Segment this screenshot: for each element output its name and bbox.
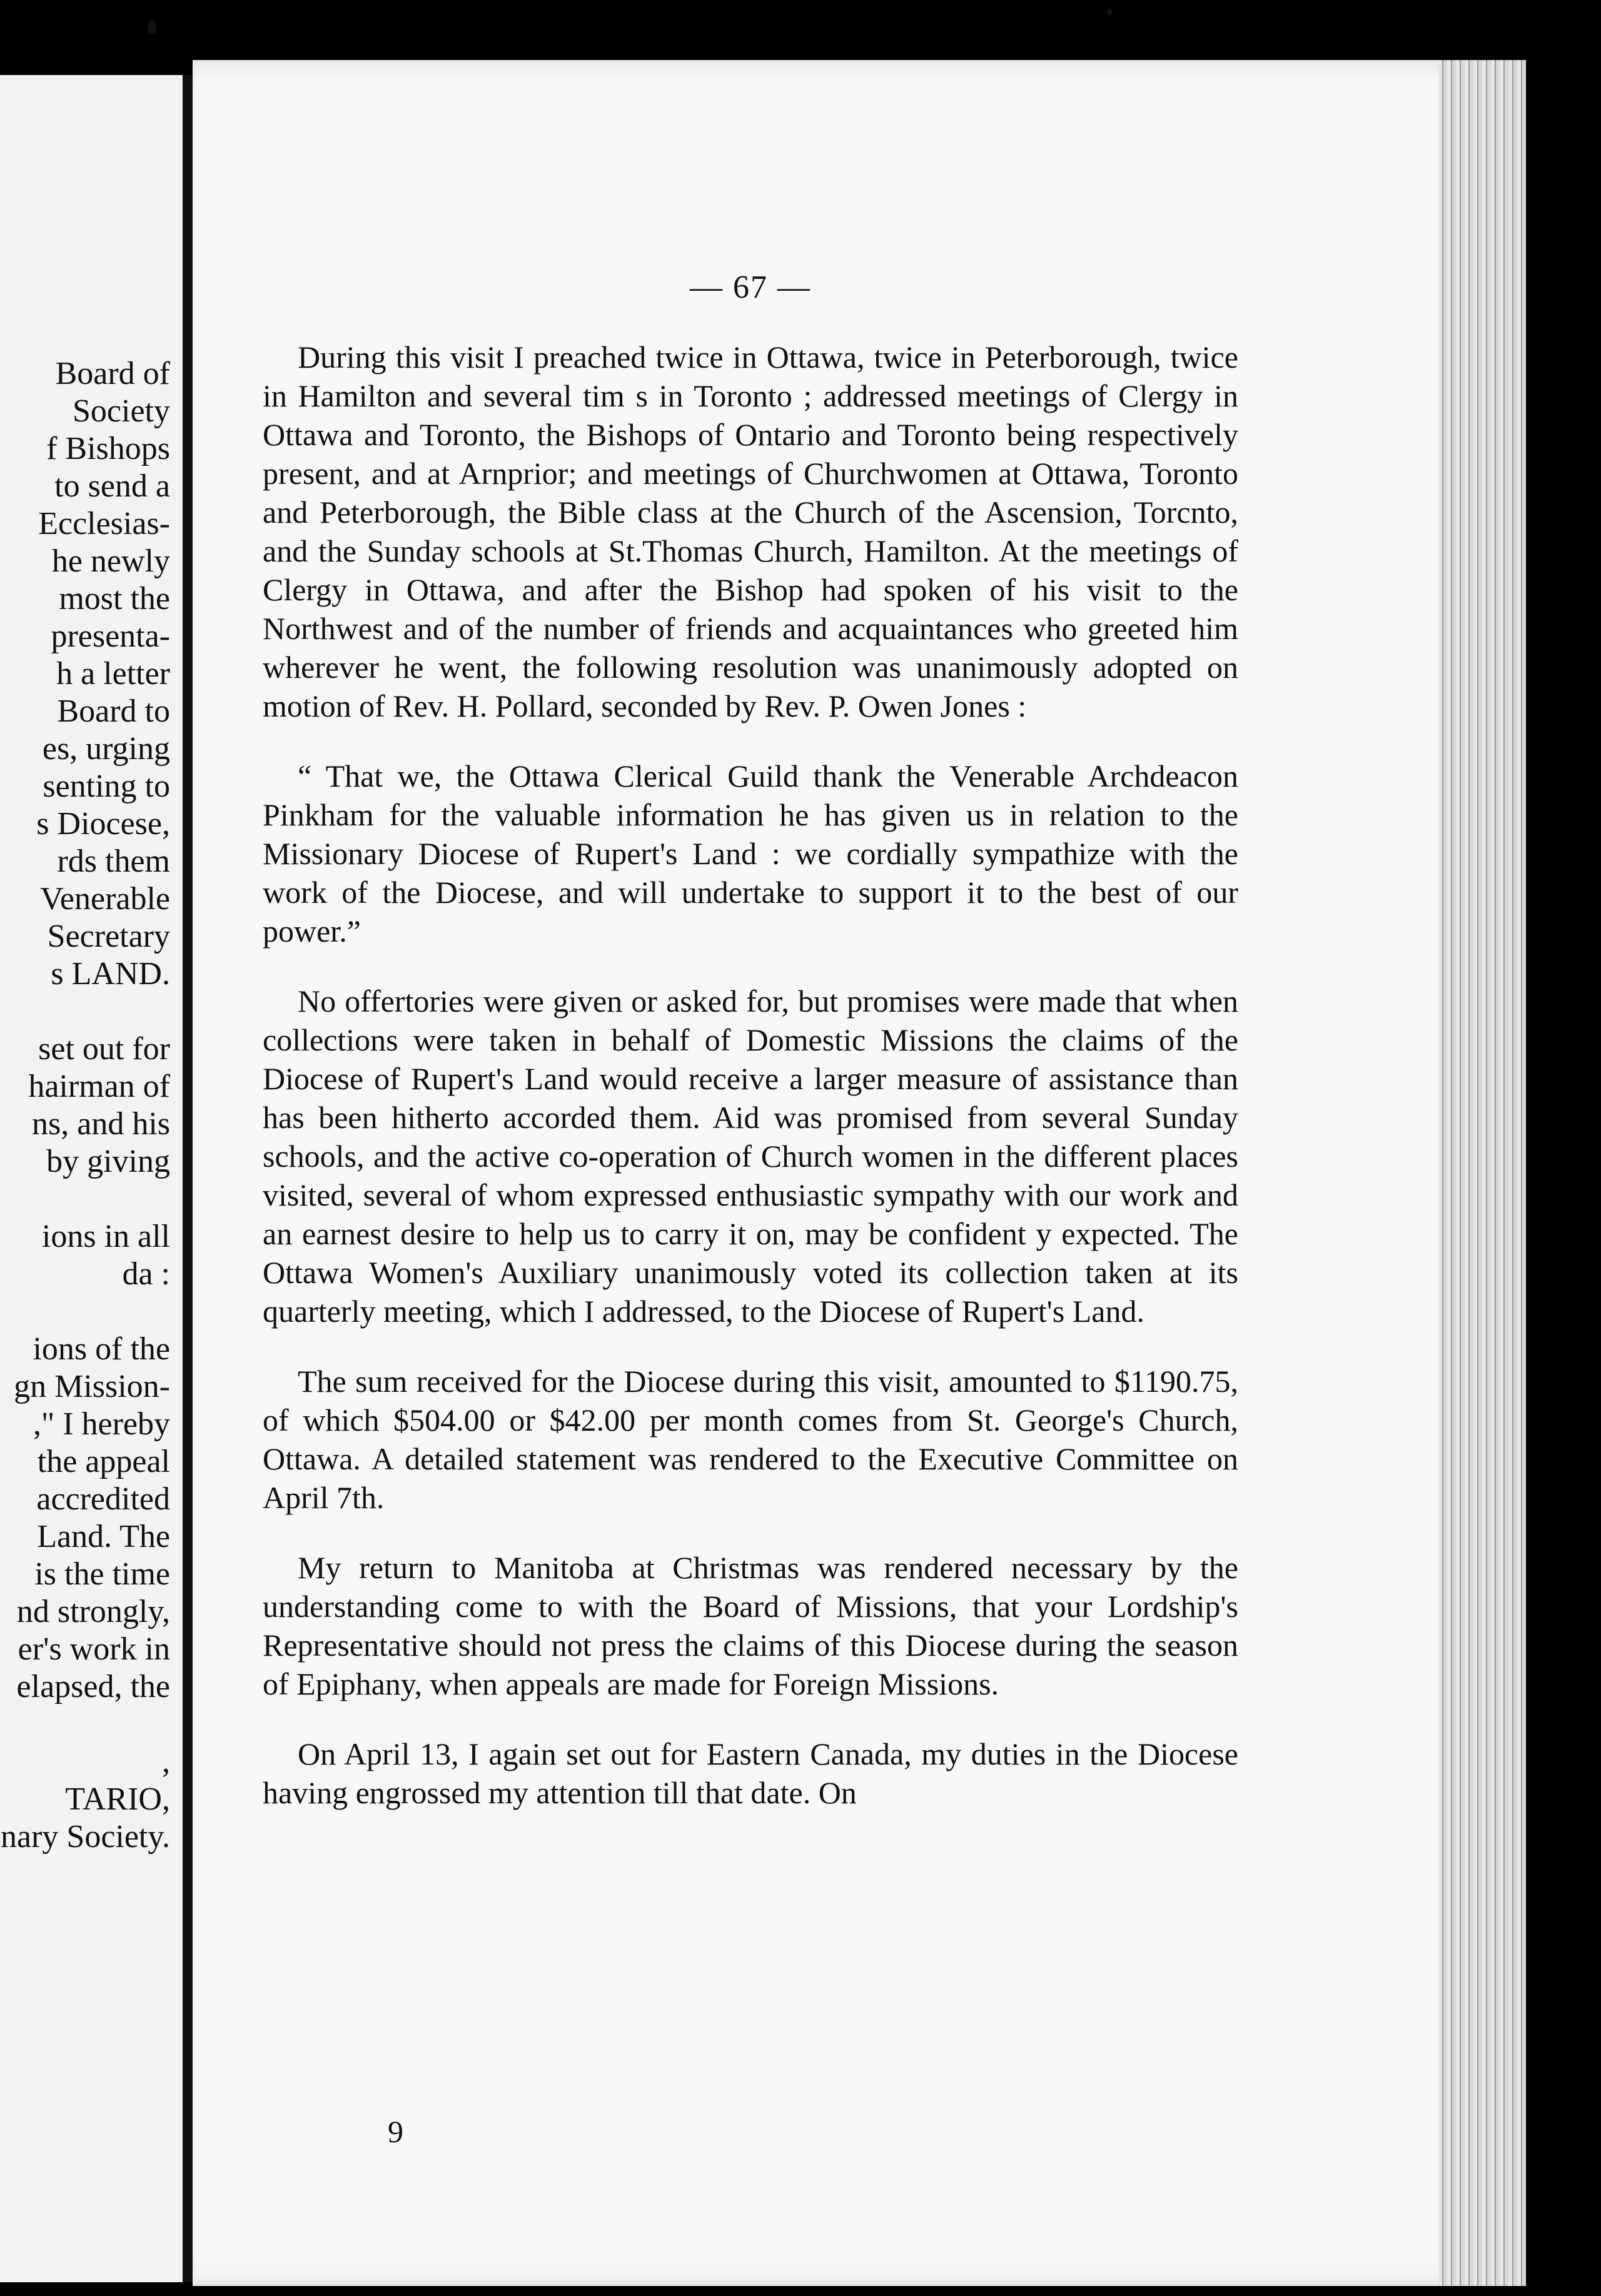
left-page-line: TARIO,	[65, 1781, 170, 1817]
left-page-line: Society	[73, 393, 170, 429]
paragraph-resolution-quote: “ That we, the Ottawa Clerical Guild thank the Venerable Archdeacon Pinkham for the valuable information he has given us in relation to the Missionary Diocese of Rupert's Land : we cordially sympathize with the work of the Diocese, and will undertake to support it to the best of our power.”	[263, 758, 1238, 949]
left-page-line: s Diocese,	[36, 806, 170, 842]
left-page-line: is the time	[34, 1556, 170, 1592]
left-page-line	[0, 1181, 170, 1218]
left-page-line: f Bishops	[46, 431, 170, 466]
left-page-line: ," I hereby	[33, 1406, 170, 1442]
left-page-line	[0, 1293, 170, 1331]
left-page-line: Board to	[57, 693, 170, 729]
left-page-line: the appeal	[37, 1444, 170, 1479]
left-page-line: elapsed, the	[16, 1669, 170, 1704]
left-page-line	[0, 1706, 170, 1743]
left-page-line: h a letter	[56, 656, 170, 692]
left-page-line: Secretary	[47, 919, 170, 954]
left-page-line: presenta-	[51, 618, 170, 654]
signature-mark: 9	[388, 2114, 403, 2149]
left-page-line: most the	[59, 581, 170, 617]
left-page-line: er's work in	[18, 1631, 170, 1667]
left-page-line: by giving	[46, 1144, 170, 1179]
paragraph-visit: During this visit I preached twice in Ottawa, twice in Peterborough, twice in Hamilton and several tim s in Toronto ; addressed meetings of Clergy in Ottawa and Toronto, the Bishops of Ontario and Toronto being respectively present, and at Arnprior; and meetings of Churchwomen at Ottawa, Toronto and Peterborough, the Bible class at the Church of the Ascension, Torcnto, and the Sunday schools at St.Thomas Church, Hamilton. At the meetings of Clergy in Ottawa, and after the Bishop had spoken of his visit to the Northwest and of the number of friends and acquaintances who greeted him wherever he went, the following resolution was unanimously adopted on motion of Rev. H. Pollard, seconded by Rev. P. Owen Jones :	[263, 340, 1238, 723]
left-page-text	[0, 355, 183, 1856]
left-page-line: nary Society.	[1, 1819, 170, 1855]
page-number: — 67 —	[690, 269, 811, 305]
left-page-line: to send a	[54, 468, 170, 504]
left-page-line: accredited	[36, 1481, 170, 1517]
scan-speck	[1107, 9, 1112, 15]
left-page-line: he newly	[51, 543, 170, 579]
paragraph-return-manitoba: My return to Manitoba at Christmas was rendered necessary by the understanding come to with the Board of Missions, that your Lordship's Representative should not press the claims of this Diocese during the season of Epiphany, when appeals are made for Foreign Missions.	[263, 1550, 1238, 1701]
paragraph-sum-received: The sum received for the Diocese during this visit, amounted to $1190.75, of which $504.00 or $42.00 per month comes from St. George's Church, Ottawa. A detailed statement was rendered to the Executive Committee on April 7th.	[263, 1364, 1238, 1515]
left-page-line: hairman of	[28, 1069, 170, 1104]
left-page-line: es, urging	[42, 731, 170, 767]
left-page-line: da :	[122, 1256, 170, 1292]
left-page-line: set out for	[38, 1031, 170, 1067]
left-page-line: ions of the	[33, 1331, 170, 1367]
paragraph-april-13: On April 13, I again set out for Eastern Canada, my duties in the Diocese having engrossed my attention till that date. On	[263, 1736, 1238, 1810]
left-page-line: ions in all	[41, 1219, 170, 1254]
left-page-line: rds them	[57, 843, 170, 879]
left-page-line: Board of	[55, 356, 170, 391]
main-text-block	[263, 269, 1238, 1830]
scan-speck	[148, 20, 156, 34]
page-edges	[1438, 60, 1526, 2286]
left-page-line: senting to	[43, 768, 170, 804]
left-page-line: s LAND.	[51, 956, 170, 992]
left-page-line	[0, 993, 170, 1030]
left-page-line: Land. The	[37, 1519, 170, 1554]
left-page-line: Ecclesias-	[38, 506, 170, 541]
left-page-line: gn Mission-	[14, 1369, 170, 1404]
left-page-line: ,	[162, 1744, 170, 1780]
left-page-line: nd strongly,	[16, 1594, 170, 1629]
left-page-line: ns, and his	[32, 1106, 170, 1142]
left-page	[0, 75, 183, 2282]
paragraph-offertories: No offertories were given or asked for, but promises were made that when collections were taken in behalf of Domestic Missions the claims of the Diocese of Rupert's Land would receive a larger measure of assistance than has been hitherto accorded them. Aid was promised from several Sunday schools, and the active co-operation of Church women in the different places visited, several of whom expressed enthusiastic sympathy with our work and an earnest desire to help us to carry it on, may be confident y expected. The Ottawa Women's Auxiliary unanimously voted its collection taken at its quarterly meeting, which I addressed, to the Diocese of Rupert's Land.	[263, 984, 1238, 1329]
left-page-line: Venerable	[40, 881, 170, 917]
